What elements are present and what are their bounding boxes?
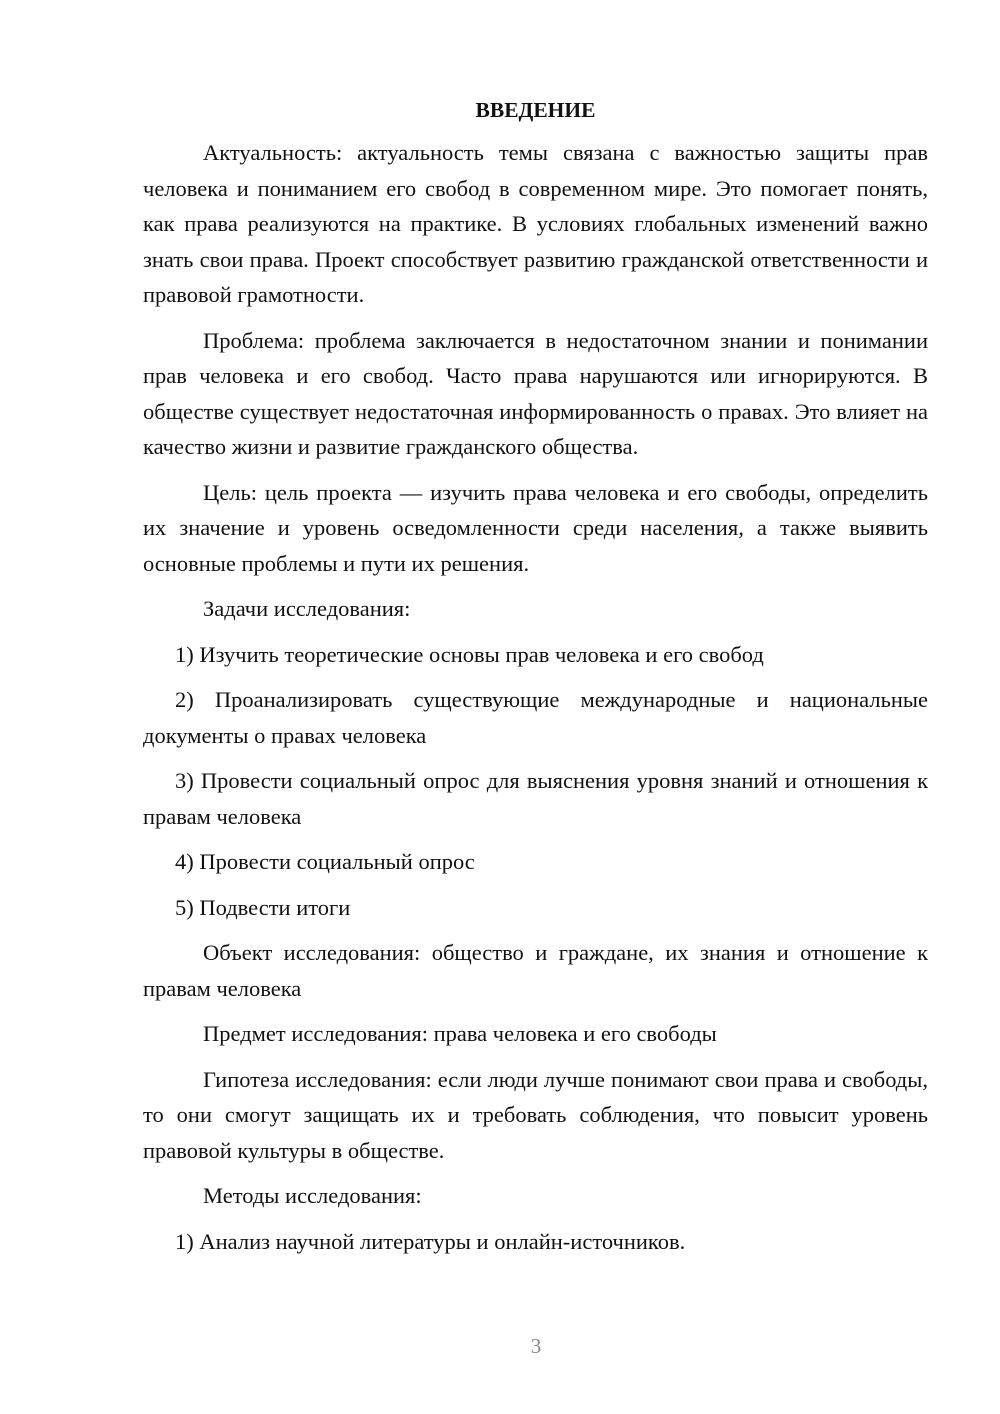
methods-label: Методы исследования:	[203, 1183, 422, 1208]
task-item: 5) Подвести итоги	[175, 894, 351, 920]
tasks-label: Задачи исследования:	[203, 596, 411, 621]
paragraph-relevance: Актуальность: актуальность темы связана с важностью защиты прав человека и пониманием его свобод в современном мире. Это помогает понять, как права реализуются на практике. В условиях глобальных изменений важно знать свои права. Проект способствует развитию гражданской ответственности и правовой грамотности.	[143, 140, 928, 307]
task-item: 2) Проанализировать существующие международные и национальные документы о правах человека	[143, 687, 928, 748]
method-item: 1) Анализ научной литературы и онлайн-источников.	[175, 1228, 686, 1254]
task-item: 4) Провести социальный опрос	[175, 849, 475, 874]
paragraph-object: Объект исследования: общество и граждане, их знания и отношение к правам человека	[143, 940, 928, 1001]
page-number: 3	[530, 1334, 542, 1358]
paragraph-goal: Цель: цель проекта — изучить права человека и его свободы, определить их значение и уровень осведомленности среди населения, а также выявить основные проблемы и пути их решения.	[143, 479, 928, 576]
paragraph-subject: Предмет исследования: права человека и его свободы	[203, 1021, 717, 1046]
page-title: ВВЕДЕНИЕ	[475, 98, 596, 122]
paragraph-hypothesis: Гипотеза исследования: если люди лучше понимают свои права и свободы, то они смогут защищать их и требовать соблюдения, что повысит уровень правовой культуры в обществе.	[143, 1066, 928, 1163]
document-page	[143, 94, 928, 1269]
task-item: 3) Провести социальный опрос для выяснения уровня знаний и отношения к правам человека	[143, 768, 928, 829]
paragraph-problem: Проблема: проблема заключается в недостаточном знании и понимании прав человека и его свобод. Часто права нарушаются или игнорируются. В обществе существует недостаточная информированность о правах. Это влияет на качество жизни и развитие гражданского общества.	[143, 327, 928, 459]
task-item: 1) Изучить теоретические основы прав человека и его свобод	[175, 641, 764, 667]
